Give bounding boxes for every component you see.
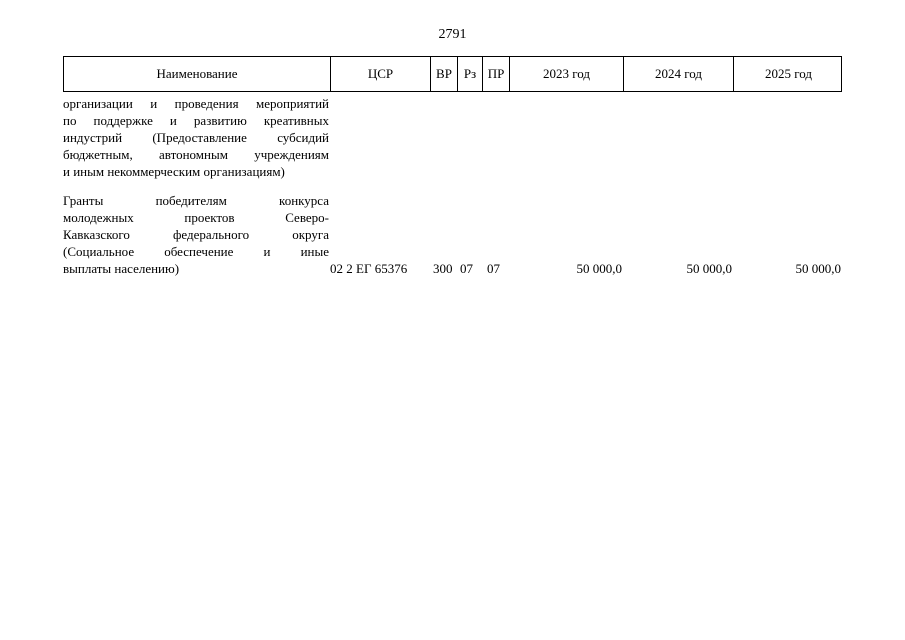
row-name <box>63 95 329 180</box>
table-body <box>63 91 842 640</box>
table-row <box>63 192 842 277</box>
table-header <box>63 56 842 92</box>
row-name-line: Гранты победителям конкурса <box>63 193 329 208</box>
row-name-line: бюджетным, автономным учреждениям <box>63 147 329 162</box>
row-vr: 300 <box>433 261 453 276</box>
row-2025: 50 000,0 <box>795 261 841 276</box>
row-name-line: и иным некоммерческим организациям) <box>63 164 285 179</box>
header-rz: Рз <box>458 57 483 91</box>
row-rz: 07 <box>460 261 473 276</box>
row-name-line: (Социальное обеспечение и иные <box>63 244 329 259</box>
header-csr: ЦСР <box>331 57 431 91</box>
row-2024: 50 000,0 <box>686 261 732 276</box>
row-name-line: выплаты населению) <box>63 261 180 276</box>
row-name-line: по поддержке и развитию креативных <box>63 113 329 128</box>
header-pr: ПР <box>483 57 510 91</box>
row-name-line: Кавказского федерального округа <box>63 227 329 242</box>
header-vr: ВР <box>431 57 458 91</box>
page-number: 2791 <box>438 27 467 42</box>
header-name: Наименование <box>64 57 331 91</box>
row-name <box>63 192 329 277</box>
header-2024: 2024 год <box>624 57 734 91</box>
table-row <box>63 95 842 180</box>
row-name-line: индустрий (Предоставление субсидий <box>63 130 329 145</box>
row-name-line: молодежных проектов Северо- <box>63 210 329 225</box>
header-2023: 2023 год <box>510 57 624 91</box>
row-csr: 02 2 ЕГ 65376 <box>330 261 408 276</box>
header-2025: 2025 год <box>765 66 812 81</box>
row-name-line: организации и проведения мероприятий <box>63 96 329 111</box>
row-pr: 07 <box>487 261 500 276</box>
row-2023: 50 000,0 <box>576 261 622 276</box>
